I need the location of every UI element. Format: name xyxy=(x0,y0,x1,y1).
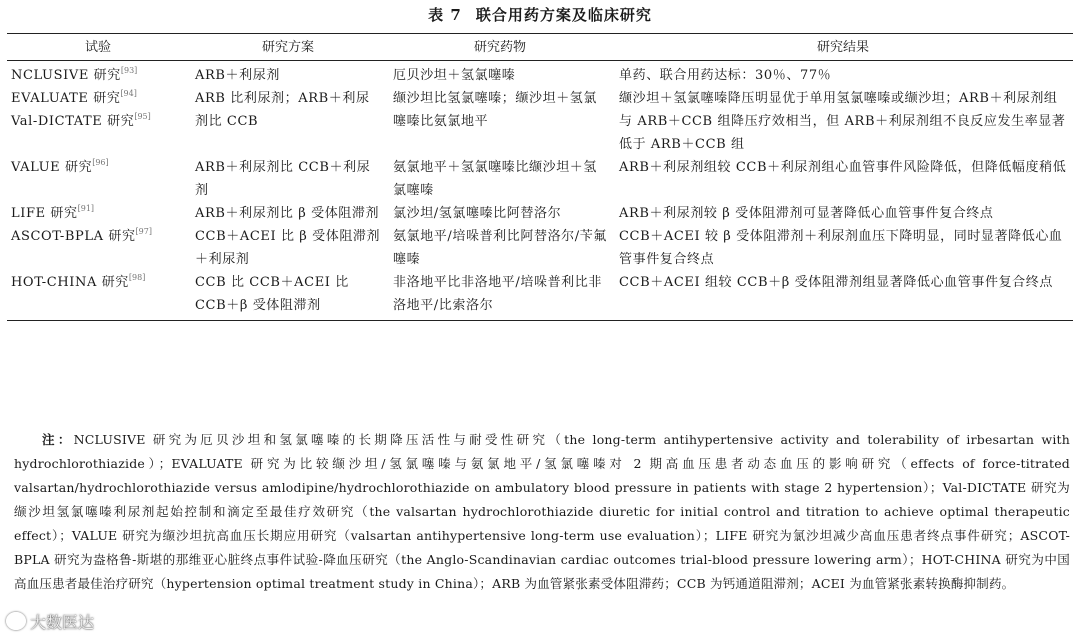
table-number: 表 7 xyxy=(428,6,462,24)
trial-name: HOT-CHINA 研究 xyxy=(11,275,129,290)
table-row xyxy=(7,87,1073,156)
trial-cell xyxy=(7,61,189,88)
table-row xyxy=(7,225,1073,271)
watermark xyxy=(6,610,94,633)
result-cell: 缬沙坦＋氢氯噻嗪降压明显优于单用氢氯噻嗪或缬沙坦；ARB＋利尿剂组与 ARB＋CCB 组降压疗效相当，但 ARB＋利尿剂组不良反应发生率显著低于 ARB＋CCB 组 xyxy=(619,91,1066,152)
reference-mark: [98] xyxy=(128,273,146,282)
result-cell: 单药、联合用药达标：30％、77％ xyxy=(619,68,832,83)
scheme-cell: ARB 比利尿剂；ARB＋利尿剂比 CCB xyxy=(195,91,370,129)
table-container xyxy=(7,33,1073,321)
combination-therapy-table xyxy=(7,34,1073,320)
trial-name: ASCOT-BPLA 研究 xyxy=(11,229,136,244)
drugs-cell: 厄贝沙坦＋氢氯噻嗪 xyxy=(393,68,516,83)
table-row xyxy=(7,202,1073,225)
trial-name: VALUE 研究 xyxy=(11,160,93,175)
scheme-cell: ARB＋利尿剂比 CCB＋利尿剂 xyxy=(195,160,371,198)
result-cell: CCB＋ACEI 较 β 受体阻滞剂＋利尿剂血压下降明显，同时显著降低心血管事件复合终点 xyxy=(619,229,1063,267)
scheme-cell: CCB＋ACEI 比 β 受体阻滞剂＋利尿剂 xyxy=(195,229,381,267)
table-title: 联合用药方案及临床研究 xyxy=(475,6,652,24)
table-caption xyxy=(0,4,1080,25)
trial-cell xyxy=(7,225,189,271)
drugs-cell: 氯沙坦/氢氯噻嗪比阿替洛尔 xyxy=(393,206,562,221)
scheme-cell: ARB＋利尿剂比 β 受体阻滞剂 xyxy=(195,206,380,221)
trial-name: NCLUSIVE 研究 xyxy=(11,68,121,83)
header-result: 研究结果 xyxy=(613,34,1073,61)
reference-mark: [96] xyxy=(92,158,109,167)
footnote-label: 注： xyxy=(42,432,74,447)
result-cell: ARB＋利尿剂组较 CCB＋利尿剂组心血管事件风险降低，但降低幅度稍低 xyxy=(619,160,1067,175)
table-row xyxy=(7,271,1073,320)
reference-mark: [93] xyxy=(120,66,138,75)
result-cell: CCB＋ACEI 组较 CCB＋β 受体阻滞剂组显著降低心血管事件复合终点 xyxy=(619,275,1053,290)
table-row xyxy=(7,156,1073,202)
table-row xyxy=(7,61,1073,88)
drugs-cell: 缬沙坦比氢氯噻嗪；缬沙坦＋氢氯噻嗪比氨氯地平 xyxy=(393,91,598,129)
scheme-cell: ARB＋利尿剂 xyxy=(195,68,280,83)
reference-mark: [91] xyxy=(77,204,95,213)
reference-mark: [94] xyxy=(120,89,137,98)
header-drugs: 研究药物 xyxy=(387,34,613,61)
trial-cell xyxy=(7,202,189,225)
watermark-text: 大数医达 xyxy=(30,613,95,632)
trial-name: LIFE 研究 xyxy=(11,206,78,221)
scheme-cell: CCB 比 CCB＋ACEI 比 CCB＋β 受体阻滞剂 xyxy=(195,275,349,313)
footnote-text: NCLUSIVE 研究为厄贝沙坦和氢氯噻嗪的长期降压活性与耐受性研究（the long-term antihypertensive activity and tolerability of irbesartan with hydrochlorothiazide）；EVALUATE 研究为比较缬沙坦/氢氯噻嗪与氨氯地平/氢氯噻嗪对 2 期高血压患者动态血压的影响研究（effects of force-titrated valsartan/hydrochlorothiazide versus amlodipine/hydrochlorothiazide on ambulatory blood pressure in patients with stage 2 hypertension）；Val-DICTATE 研究为缬沙坦氢氯噻嗪利尿剂起始控制和滴定至最佳疗效研究（the valsartan hydrochlorothiazide diuretic for initial control and titration to achieve optimal therapeutic effect）；VALUE 研究为缬沙坦抗高血压长期应用研究（valsartan antihypertensive long-term use evaluation）；LIFE 研究为氯沙坦减少高血压患者终点事件研究；ASCOT-BPLA 研究为盎格鲁-斯堪的那维亚心脏终点事件试验-降血压研究（the Anglo-Scandinavian cardiac outcomes trial-blood pressure lowering arm）；HOT-CHINA 研究为中国高血压患者最佳治疗研究（hypertension optimal treatment study in China）；ARB 为血管紧张素受体阻滞药；CCB 为钙通道阻滞剂；ACEI 为血管紧张素转换酶抑制药。 xyxy=(14,432,1070,591)
table-footnote xyxy=(14,428,1070,596)
trial-name: EVALUATE 研究 xyxy=(11,91,121,106)
header-scheme: 研究方案 xyxy=(189,34,387,61)
reference-mark: [97] xyxy=(135,227,152,236)
drugs-cell: 非洛地平比非洛地平/培哚普利比非洛地平/比索洛尔 xyxy=(393,275,602,313)
result-cell: ARB＋利尿剂较 β 受体阻滞剂可显著降低心血管事件复合终点 xyxy=(619,206,994,221)
drugs-cell: 氨氯地平＋氢氯噻嗪比缬沙坦＋氢氯噻嗪 xyxy=(393,160,598,198)
trial-cell xyxy=(7,156,189,202)
trial-name: Val-DICTATE 研究 xyxy=(11,114,135,129)
trial-cell xyxy=(7,87,189,156)
drugs-cell: 氨氯地平/培哚普利比阿替洛尔/苄氟噻嗪 xyxy=(393,229,607,267)
reference-mark: [95] xyxy=(134,112,151,121)
trial-cell xyxy=(7,271,189,320)
watermark-logo-icon xyxy=(6,612,26,630)
header-trial: 试验 xyxy=(7,34,189,61)
table-header-row xyxy=(7,34,1073,61)
